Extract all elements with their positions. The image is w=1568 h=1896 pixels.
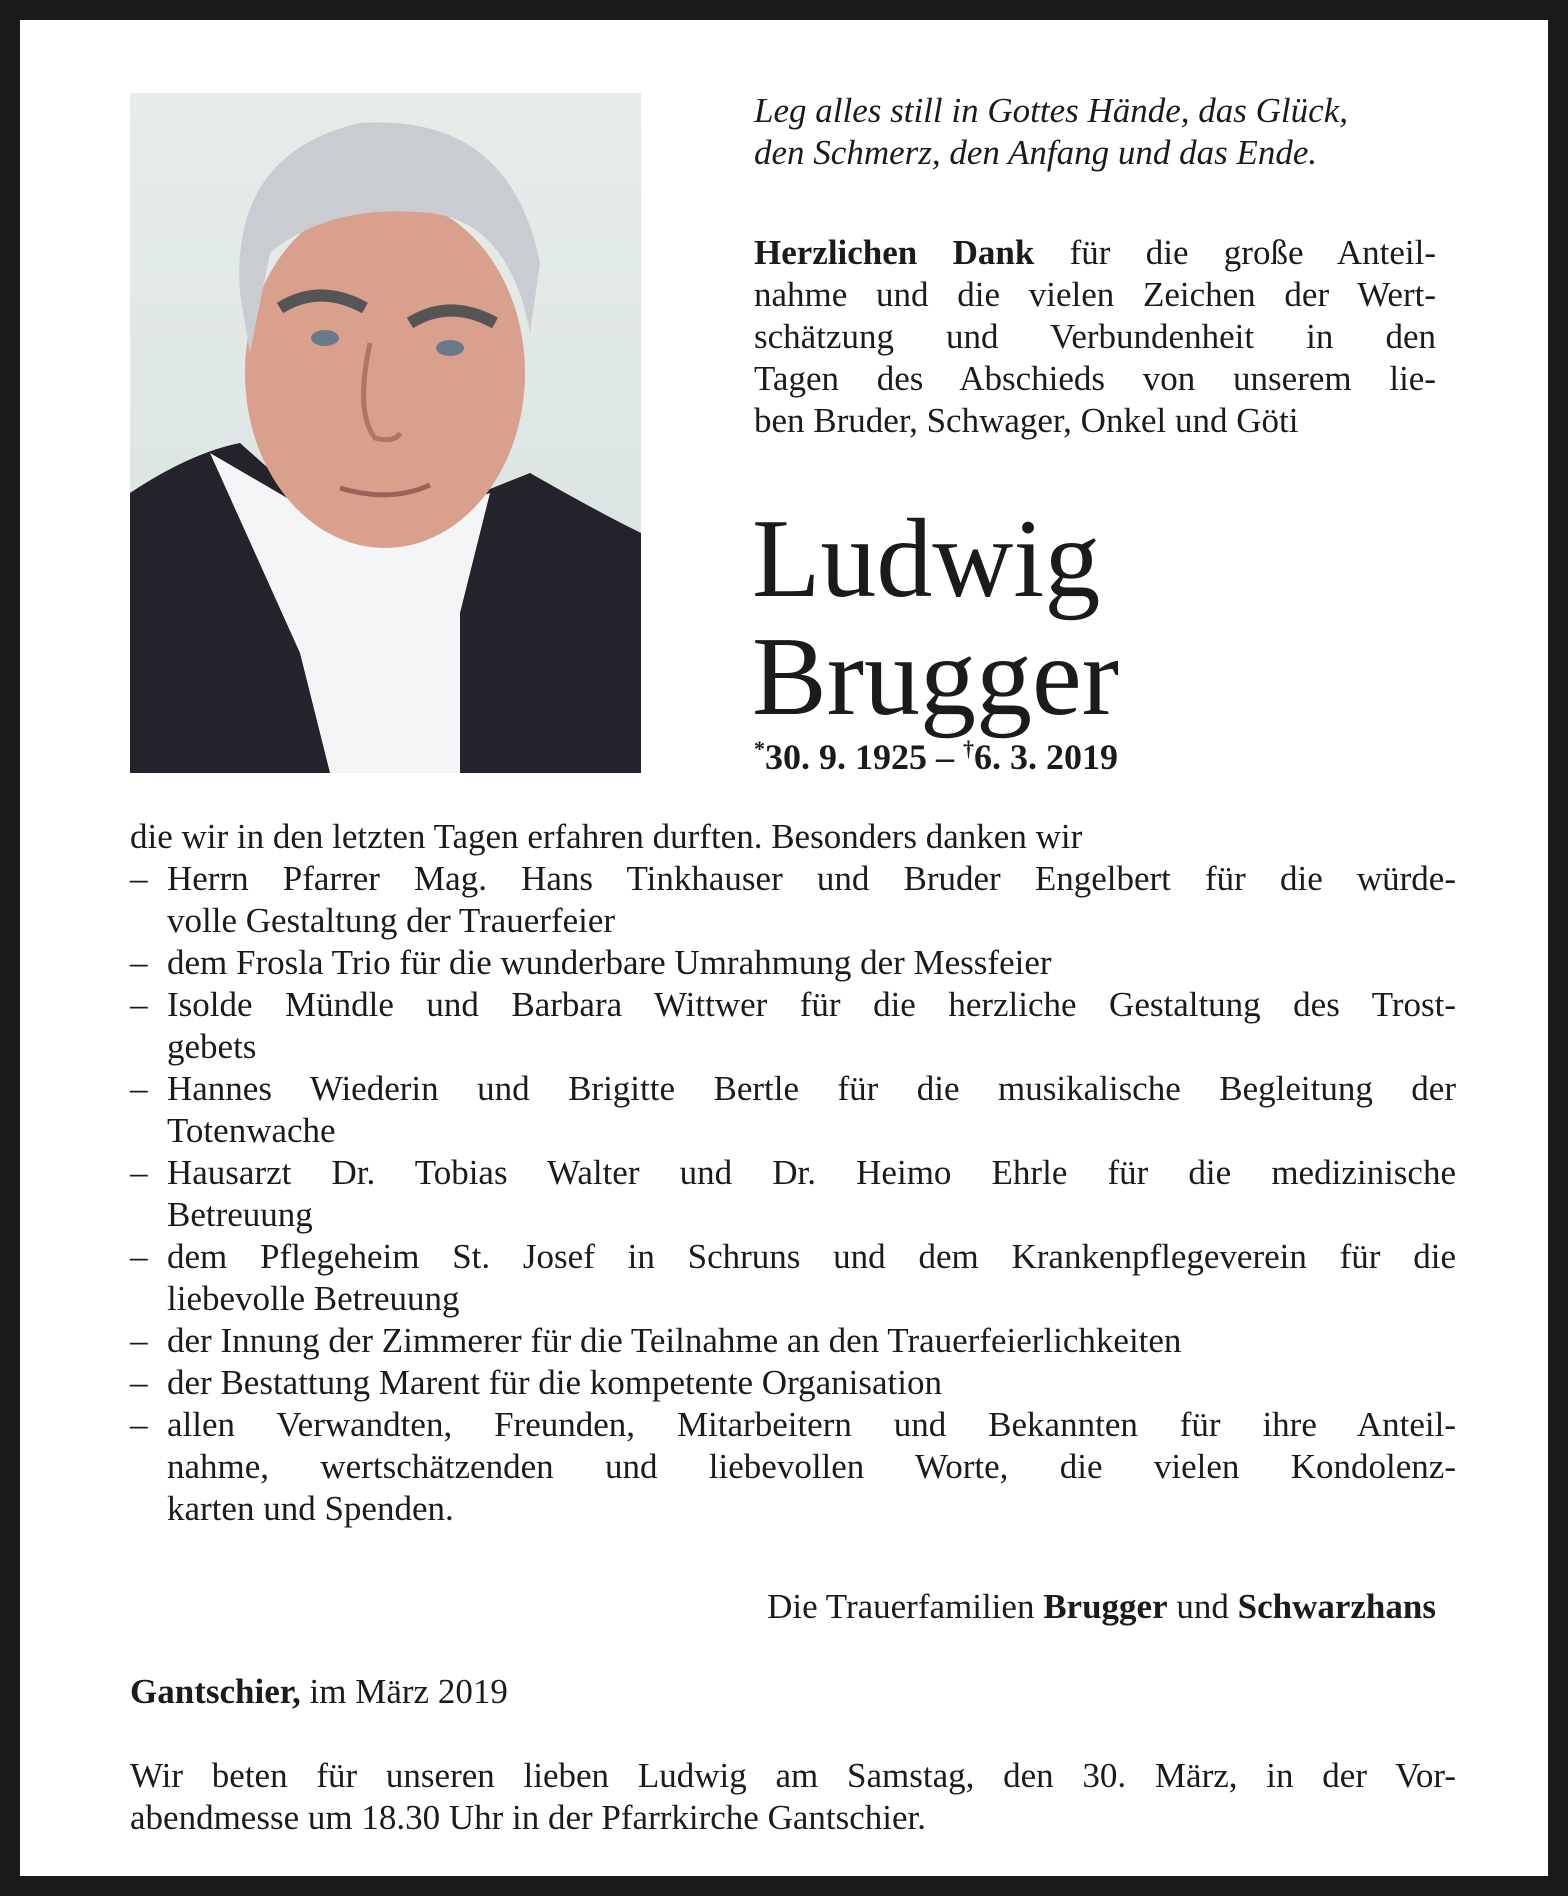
place-name: Gantschier, — [130, 1672, 301, 1711]
list-item-line: Isolde Mündle und Barbara Wittwer für die herzliche Gestaltung des Trost- — [167, 985, 1456, 1024]
first-name: Ludwig — [752, 497, 1101, 621]
thanks-list-item — [130, 1236, 1456, 1320]
list-item-line: allen Verwandten, Freunden, Mitarbeitern und Bekannten für ihre Anteil- — [167, 1405, 1456, 1444]
deceased-name — [752, 497, 1120, 739]
prayer-notice — [130, 1755, 1456, 1839]
list-item-line: der Bestattung Marent für die kompetente Organisation — [167, 1363, 942, 1402]
signature — [767, 1587, 1436, 1627]
list-item-line: Hausarzt Dr. Tobias Walter und Dr. Heimo Ehrle für die medizinische — [167, 1153, 1456, 1192]
family-name: Brugger — [1043, 1587, 1168, 1626]
list-item-line: nahme, wertschätzenden und liebevollen Worte, die vielen Kondolenz- — [167, 1447, 1456, 1486]
quote-line: Leg alles still in Gottes Hände, das Glück, — [754, 91, 1348, 130]
thanks-list-item — [130, 1362, 1456, 1404]
thanks-list-item — [130, 858, 1456, 942]
portrait-photo — [130, 93, 641, 773]
list-item-line: karten und Spenden. — [167, 1489, 454, 1528]
dash-bullet: – — [130, 985, 148, 1024]
list-item-line: liebevolle Betreuung — [167, 1279, 460, 1318]
birth-date: 30. 9. 1925 — [765, 737, 927, 777]
thanks-list-item — [130, 984, 1456, 1068]
dash-bullet: – — [130, 1153, 148, 1192]
dash-bullet: – — [130, 1363, 148, 1402]
list-item-line: Herrn Pfarrer Mag. Hans Tinkhauser und Bruder Engelbert für die würde- — [167, 859, 1456, 898]
quote-line: den Schmerz, den Anfang und das Ende. — [754, 133, 1318, 172]
list-item-line: gebets — [167, 1027, 257, 1066]
dash-bullet: – — [130, 943, 148, 982]
thanks-list-item — [130, 1404, 1456, 1530]
family-name: Schwarzhans — [1237, 1587, 1436, 1626]
date-text: im März 2019 — [300, 1672, 508, 1711]
prayer-line: Wir beten für unseren lieben Ludwig am Samstag, den 30. März, in der Vor- — [130, 1756, 1456, 1795]
thanks-list-item — [130, 1152, 1456, 1236]
thanks-paragraph — [754, 232, 1436, 442]
portrait-illustration — [130, 93, 641, 773]
list-item-line: der Innung der Zimmerer für die Teilnahme an den Trauerfeierlichkeiten — [167, 1321, 1182, 1360]
thanks-line: für die große Anteil- — [1034, 233, 1437, 272]
thanks-heading: Herzlichen Dank — [754, 233, 1035, 272]
birth-symbol: * — [754, 736, 765, 761]
thanks-line: Tagen des Abschieds von unserem lie- — [754, 359, 1436, 398]
obituary-page — [20, 20, 1548, 1876]
signature-prefix: Die Trauerfamilien — [767, 1587, 1044, 1626]
list-item-line: dem Pflegeheim St. Josef in Schruns und dem Krankenpflegeverein für die — [167, 1237, 1456, 1276]
acknowledgements — [130, 816, 1456, 1530]
dash-bullet: – — [130, 1069, 148, 1108]
prayer-line: abendmesse um 18.30 Uhr in der Pfarrkirche Gantschier. — [130, 1798, 927, 1837]
death-date: 6. 3. 2019 — [974, 737, 1118, 777]
death-symbol: † — [963, 736, 974, 761]
thanks-line: nahme und die vielen Zeichen der Wert- — [754, 275, 1436, 314]
date-separator: – — [927, 737, 963, 777]
thanks-line: schätzung und Verbundenheit in den — [754, 317, 1436, 356]
dash-bullet: – — [130, 1237, 148, 1276]
list-item-line: Totenwache — [167, 1111, 336, 1150]
dash-bullet: – — [130, 1321, 148, 1360]
signature-and: und — [1167, 1587, 1238, 1626]
intro-line: die wir in den letzten Tagen erfahren durften. Besonders danken wir — [130, 817, 1083, 856]
thanks-list-item — [130, 1320, 1456, 1362]
list-item-line: Betreuung — [167, 1195, 313, 1234]
place-date — [130, 1672, 508, 1712]
list-item-line: Hannes Wiederin und Brigitte Bertle für die musikalische Begleitung der — [167, 1069, 1456, 1108]
thanks-list-item — [130, 1068, 1456, 1152]
last-name: Brugger — [752, 615, 1120, 739]
thanks-list-item — [130, 942, 1456, 984]
list-item-line: volle Gestaltung der Trauerfeier — [167, 901, 616, 940]
dash-bullet: – — [130, 859, 148, 898]
life-dates — [754, 736, 1118, 778]
quote — [754, 90, 1436, 174]
thanks-line: ben Bruder, Schwager, Onkel und Göti — [754, 401, 1299, 440]
dash-bullet: – — [130, 1405, 148, 1444]
list-item-line: dem Frosla Trio für die wunderbare Umrahmung der Messfeier — [167, 943, 1052, 982]
